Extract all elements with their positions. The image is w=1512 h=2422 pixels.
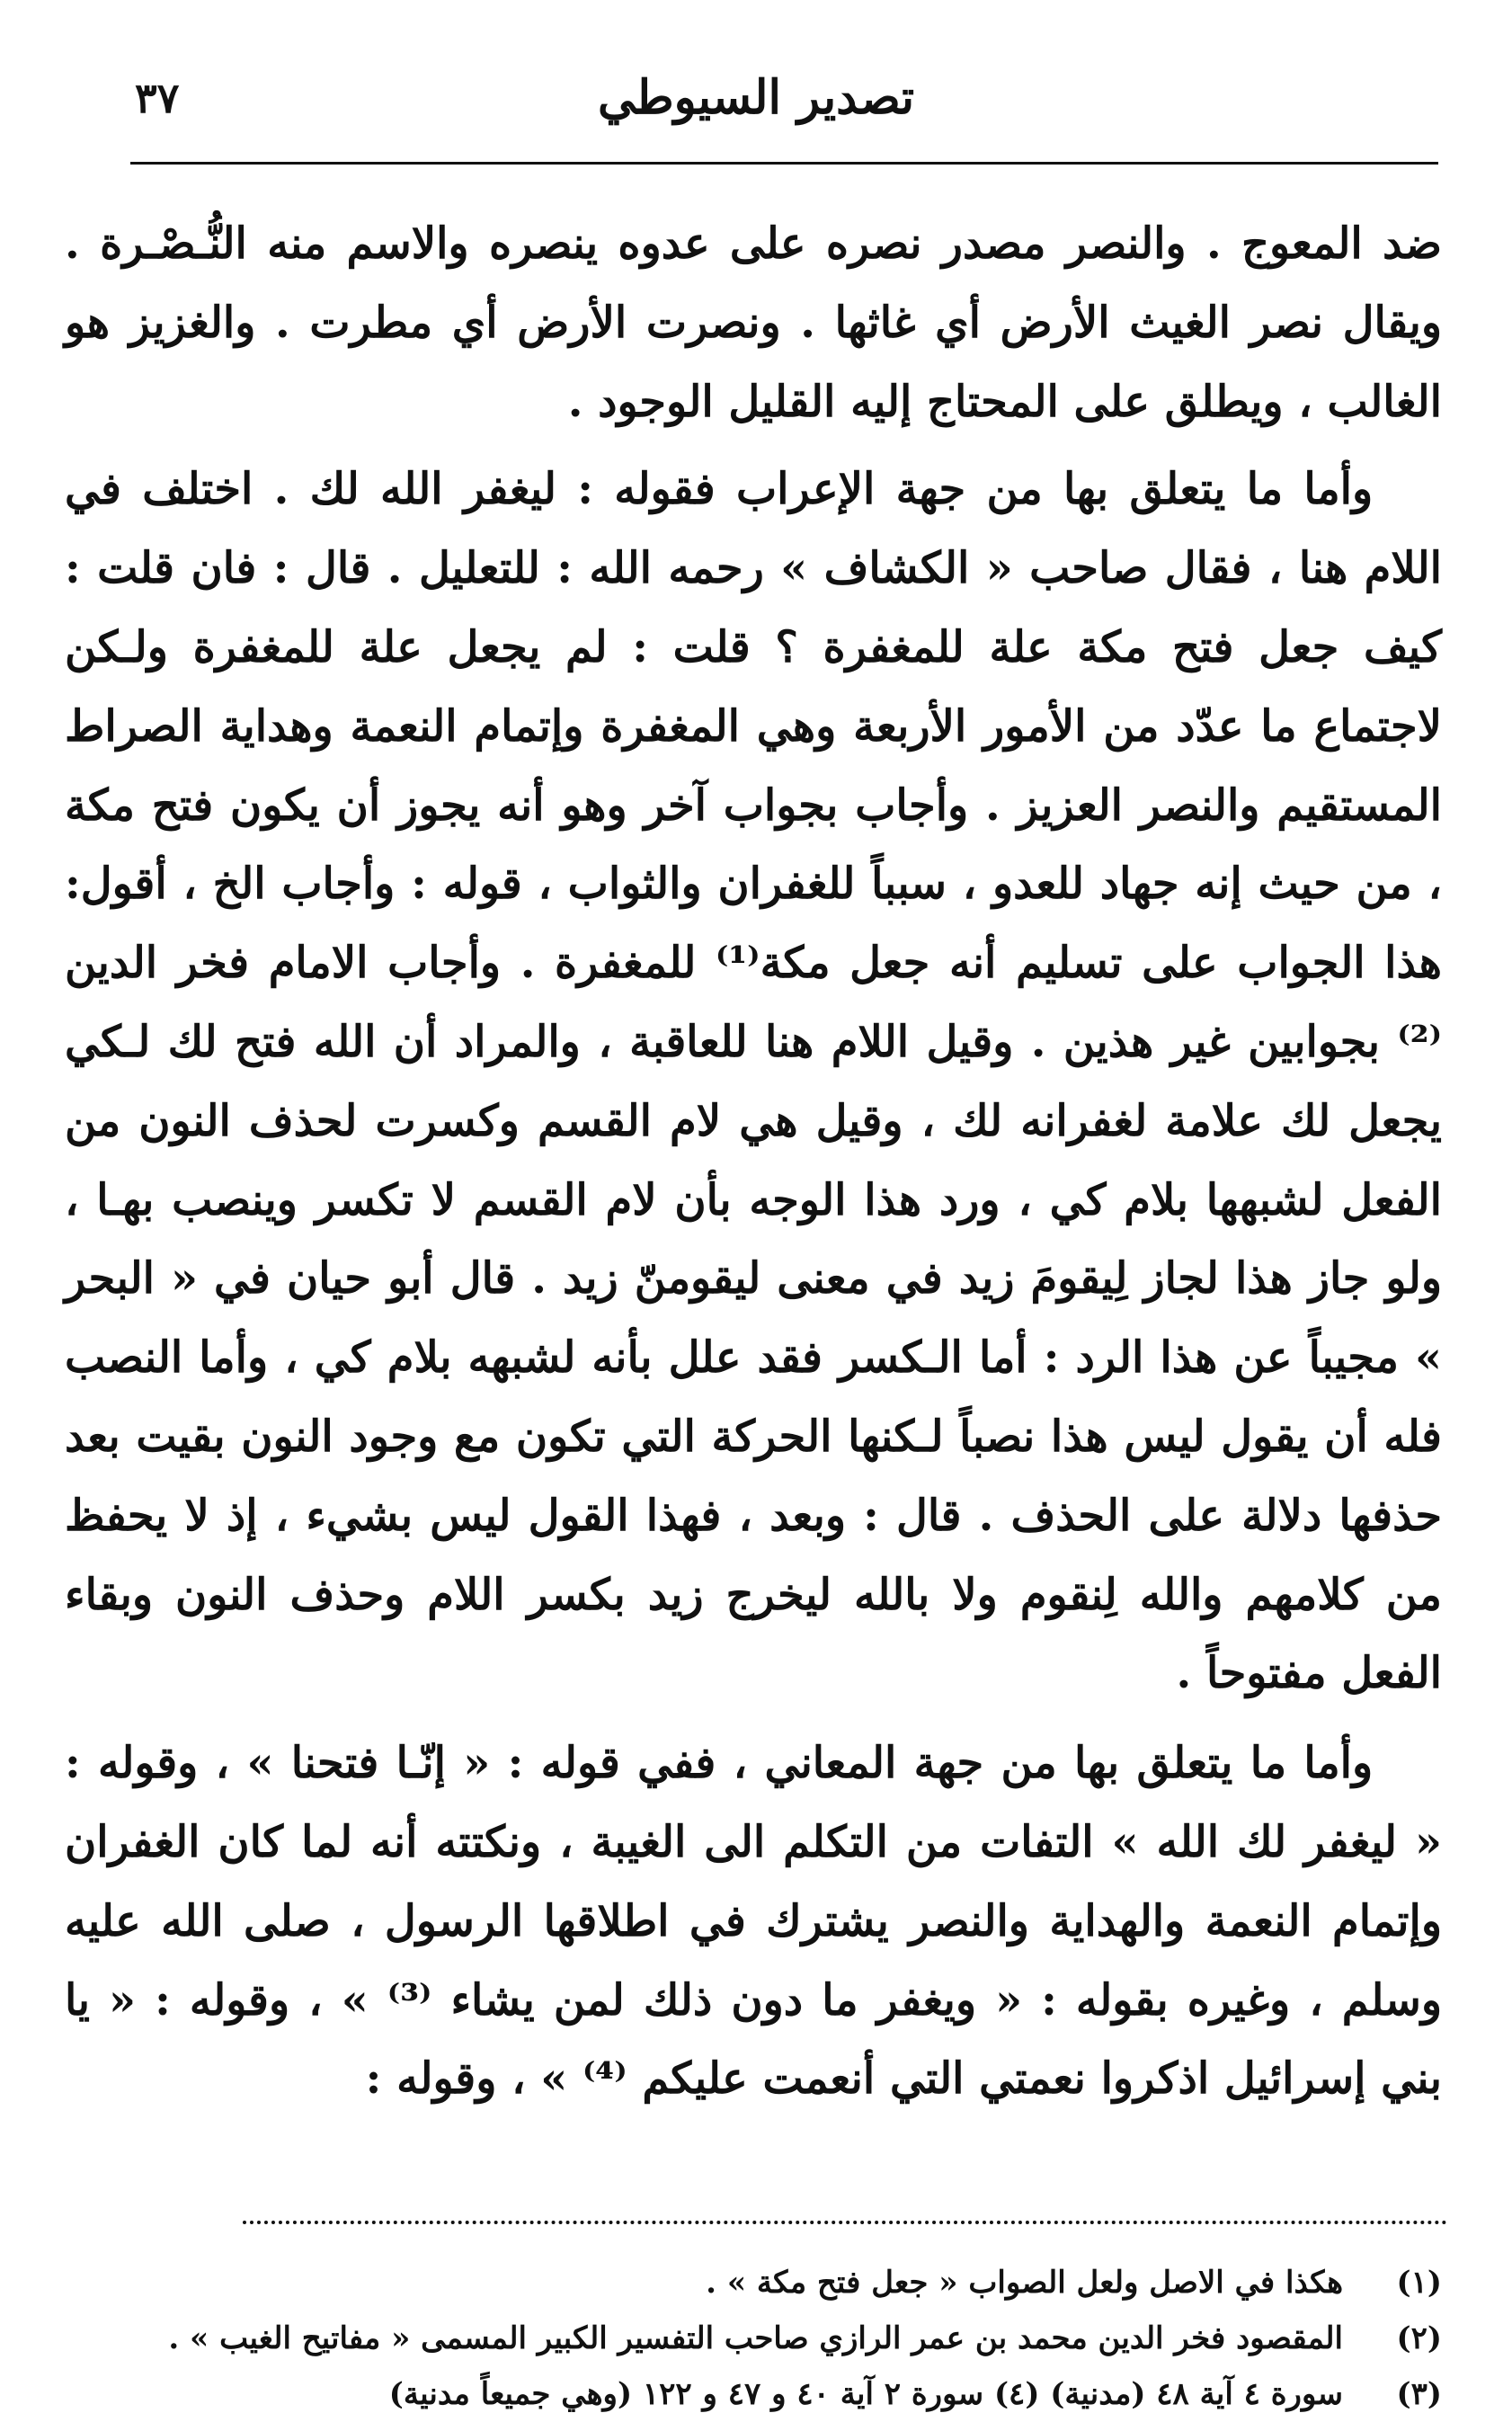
page-header [70,70,1442,151]
footnote-text: المقصود فخر الدين محمد بن عمر الرازي صاحب التفسير الكبير المسمى « مفاتيح الغيب » . [168,2320,1343,2356]
paragraph-2: وأما ما يتعلق بها من جهة الإعراب فقوله : ليغفر الله لك . اختلف في اللام هنا ، فقال صاحب « الكشاف » رحمه الله : للتعليل . قال : فان قلت : كيف جعل فتح مكة علة للمغفرة ؟ قلت : لم يجعل علة للمغفرة ولـكن لاجتماع ما عدّد من الأمور الأربعة وهي المغفرة وإتمام النعمة وهداية الصراط المستقيم والنصر العزيز . وأجاب بجواب آخر وهو أنه يجوز أن يكون فتح مكة ، من حيث إنه جهاد للعدو ، سبباً للغفران والثواب ، قوله : وأجاب الخ ، أقول: هذا الجواب على تسليم أنه جعل مكة⁽¹⁾ للمغفرة . وأجاب الامام فخر الدين ⁽²⁾ بجوابين غير هذين . وقيل اللام هنا للعاقبة ، والمراد أن الله فتح لك لـكي يجعل لك علامة لغفرانه لك ، وقيل هي لام القسم وكسرت لحذف النون من الفعل لشبهها بلام كي ، ورد هذا الوجه بأن لام القسم لا تكسر وينصب بهـا ، ولو جاز هذا لجاز لِيقومَ زيد في معنى ليقومنّ زيد . قال أبو حيان في « البحر » مجيباً عن هذا الرد : أما الـكسر فقد علل بأنه لشبهه بلام كي ، وأما النصب فله أن يقول ليس هذا نصباً لـكنها الحركة التي تكون مع وجود النون بقيت بعد حذفها دلالة على الحذف . قال : وبعد ، فهذا القول ليس بشيء ، إذ لا يحفظ من كلامهم والله لِنقوم ولا بالله ليخرج زيد بكسر اللام وحذف النون وبقاء الفعل مفتوحاً . [65,464,1443,1699]
footnote-3 [70,2366,1442,2422]
header-divider [130,162,1438,165]
paragraph-gap [65,441,1442,450]
footnote-number: (٣) [1396,2376,1442,2412]
footnotes [70,2255,1442,2422]
page-number: ٣٧ [135,74,180,122]
main-text [65,205,1442,2119]
paragraph-1: ضد المعوج . والنصر مصدر نصره على عدوه ينصره والاسم منه النُّـصْـرة . ويقال نصر الغيث الأرض أي غاثها . ونصرت الأرض أي مطرت . والغزيز هو الغالب ، ويطلق على المحتاج إليه القليل الوجود . [65,218,1442,427]
paragraph-gap [65,1714,1442,1724]
footnote-text: سورة ٤ آية ٤٨ (مدنية) (٤) سورة ٢ آية ٤٠ و ٤٧ و ١٢٢ (وهي جميعاً مدنية) [388,2376,1343,2412]
footnote-separator [243,2221,1447,2224]
running-title: تصدير السيوطي [597,70,915,125]
paragraph-3: وأما ما يتعلق بها من جهة المعاني ، ففي قوله : « إنّـا فتحنا » ، وقوله : « ليغفر لك الله » التفات من التكلم الى الغيبة ، ونكتته أنه لما كان الغفران وإتمام النعمة والهداية والنصر يشترك في اطلاقها الرسول ، صلى الله عليه وسلم ، وغيره بقوله : « ويغفر ما دون ذلك لمن يشاء ⁽³⁾ » ، وقوله : « يا بني إسرائيل اذكروا نعمتي التي أنعمت عليكم ⁽⁴⁾ » ، وقوله : [65,1738,1443,2105]
footnote-2 [70,2311,1442,2366]
footnote-1 [70,2255,1442,2311]
footnote-number: (١) [1396,2265,1442,2301]
footnote-number: (٢) [1396,2320,1442,2356]
footnote-text: هكذا في الاصل ولعل الصواب « جعل فتح مكة » . [706,2265,1343,2301]
